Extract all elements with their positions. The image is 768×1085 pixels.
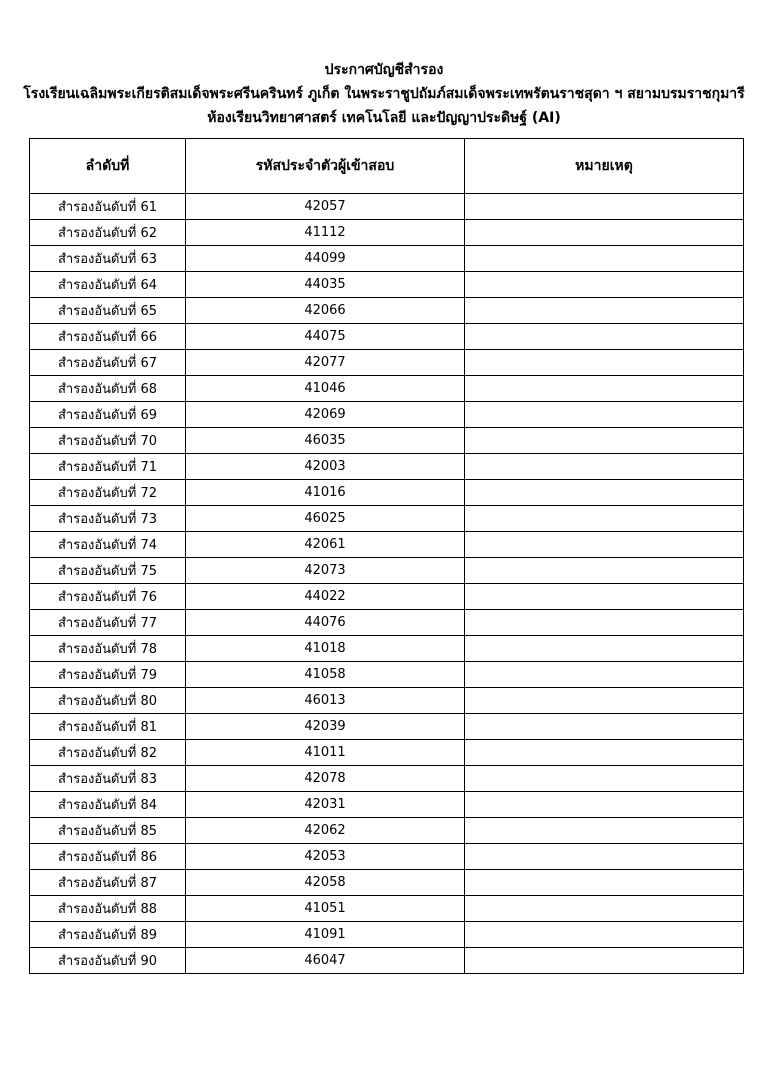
table-header: [30, 139, 744, 194]
cell-rank: สำรองอันดับที่ 80: [30, 688, 186, 714]
cell-rank: สำรองอันดับที่ 79: [30, 662, 186, 688]
cell-rank: สำรองอันดับที่ 76: [30, 584, 186, 610]
cell-exam-code: 42073: [186, 558, 465, 584]
cell-note: [465, 896, 744, 922]
cell-rank: สำรองอันดับที่ 87: [30, 870, 186, 896]
cell-note: [465, 922, 744, 948]
cell-note: [465, 610, 744, 636]
table-row: [30, 272, 744, 298]
cell-exam-code: 44035: [186, 272, 465, 298]
cell-rank: สำรองอันดับที่ 73: [30, 506, 186, 532]
cell-exam-code: 44075: [186, 324, 465, 350]
cell-exam-code: 41016: [186, 480, 465, 506]
cell-rank: สำรองอันดับที่ 70: [30, 428, 186, 454]
cell-exam-code: 42039: [186, 714, 465, 740]
cell-rank: สำรองอันดับที่ 66: [30, 324, 186, 350]
cell-note: [465, 636, 744, 662]
cell-rank: สำรองอันดับที่ 84: [30, 792, 186, 818]
table-row: [30, 870, 744, 896]
cell-note: [465, 948, 744, 974]
cell-exam-code: 42062: [186, 818, 465, 844]
cell-exam-code: 46047: [186, 948, 465, 974]
table-row: [30, 714, 744, 740]
cell-exam-code: 44022: [186, 584, 465, 610]
cell-rank: สำรองอันดับที่ 61: [30, 194, 186, 220]
cell-note: [465, 376, 744, 402]
header-exam-code: รหัสประจำตัวผู้เข้าสอบ: [186, 139, 465, 194]
cell-rank: สำรองอันดับที่ 72: [30, 480, 186, 506]
cell-exam-code: 46035: [186, 428, 465, 454]
cell-exam-code: 46025: [186, 506, 465, 532]
table-row: [30, 246, 744, 272]
header-note: หมายเหตุ: [465, 139, 744, 194]
cell-note: [465, 532, 744, 558]
cell-exam-code: 42003: [186, 454, 465, 480]
table-row: [30, 402, 744, 428]
cell-note: [465, 220, 744, 246]
table-row: [30, 766, 744, 792]
cell-exam-code: 42061: [186, 532, 465, 558]
cell-note: [465, 740, 744, 766]
table-row: [30, 740, 744, 766]
table-row: [30, 350, 744, 376]
cell-rank: สำรองอันดับที่ 83: [30, 766, 186, 792]
cell-exam-code: 42057: [186, 194, 465, 220]
table-row: [30, 454, 744, 480]
cell-note: [465, 662, 744, 688]
cell-exam-code: 41046: [186, 376, 465, 402]
cell-exam-code: 44076: [186, 610, 465, 636]
cell-rank: สำรองอันดับที่ 82: [30, 740, 186, 766]
table-row: [30, 480, 744, 506]
cell-note: [465, 766, 744, 792]
program-name: ห้องเรียนวิทยาศาสตร์ เทคโนโลยี และปัญญาประดิษฐ์ (AI): [207, 110, 561, 126]
header-row: [30, 139, 744, 194]
cell-rank: สำรองอันดับที่ 68: [30, 376, 186, 402]
cell-rank: สำรองอันดับที่ 65: [30, 298, 186, 324]
cell-note: [465, 506, 744, 532]
cell-exam-code: 42077: [186, 350, 465, 376]
document-header: [0, 58, 768, 130]
cell-rank: สำรองอันดับที่ 81: [30, 714, 186, 740]
cell-note: [465, 350, 744, 376]
cell-rank: สำรองอันดับที่ 74: [30, 532, 186, 558]
cell-rank: สำรองอันดับที่ 77: [30, 610, 186, 636]
cell-note: [465, 844, 744, 870]
cell-exam-code: 42058: [186, 870, 465, 896]
reserve-list-table: [29, 138, 744, 974]
table-row: [30, 220, 744, 246]
cell-note: [465, 584, 744, 610]
cell-exam-code: 42053: [186, 844, 465, 870]
cell-rank: สำรองอันดับที่ 64: [30, 272, 186, 298]
cell-exam-code: 42066: [186, 298, 465, 324]
table-row: [30, 610, 744, 636]
cell-rank: สำรองอันดับที่ 86: [30, 844, 186, 870]
table-body: [30, 194, 744, 974]
table-row: [30, 688, 744, 714]
cell-rank: สำรองอันดับที่ 62: [30, 220, 186, 246]
table-row: [30, 532, 744, 558]
cell-note: [465, 714, 744, 740]
cell-rank: สำรองอันดับที่ 89: [30, 922, 186, 948]
cell-exam-code: 41011: [186, 740, 465, 766]
table-row: [30, 584, 744, 610]
table-row: [30, 428, 744, 454]
table-row: [30, 636, 744, 662]
cell-exam-code: 41058: [186, 662, 465, 688]
cell-note: [465, 324, 744, 350]
cell-note: [465, 298, 744, 324]
table-row: [30, 844, 744, 870]
cell-rank: สำรองอันดับที่ 69: [30, 402, 186, 428]
cell-rank: สำรองอันดับที่ 67: [30, 350, 186, 376]
cell-note: [465, 870, 744, 896]
table-row: [30, 506, 744, 532]
cell-note: [465, 272, 744, 298]
cell-note: [465, 480, 744, 506]
cell-note: [465, 402, 744, 428]
cell-exam-code: 41112: [186, 220, 465, 246]
cell-rank: สำรองอันดับที่ 90: [30, 948, 186, 974]
cell-note: [465, 246, 744, 272]
cell-rank: สำรองอันดับที่ 71: [30, 454, 186, 480]
cell-rank: สำรองอันดับที่ 75: [30, 558, 186, 584]
cell-note: [465, 688, 744, 714]
cell-exam-code: 41091: [186, 922, 465, 948]
cell-note: [465, 428, 744, 454]
table-row: [30, 324, 744, 350]
cell-rank: สำรองอันดับที่ 78: [30, 636, 186, 662]
cell-exam-code: 41051: [186, 896, 465, 922]
table-row: [30, 792, 744, 818]
cell-exam-code: 42069: [186, 402, 465, 428]
table-row: [30, 818, 744, 844]
table-row: [30, 194, 744, 220]
table-row: [30, 376, 744, 402]
table-row: [30, 948, 744, 974]
table-row: [30, 558, 744, 584]
table-row: [30, 922, 744, 948]
cell-note: [465, 194, 744, 220]
table-row: [30, 662, 744, 688]
cell-exam-code: 46013: [186, 688, 465, 714]
school-name: โรงเรียนเฉลิมพระเกียรติสมเด็จพระศรีนครินทร์ ภูเก็ต ในพระราชูปถัมภ์สมเด็จพระเทพรัตนราชสุดา ฯ สยามบรมราชกุมารี: [23, 86, 745, 102]
cell-note: [465, 792, 744, 818]
cell-exam-code: 42031: [186, 792, 465, 818]
cell-rank: สำรองอันดับที่ 63: [30, 246, 186, 272]
table-row: [30, 298, 744, 324]
cell-exam-code: 42078: [186, 766, 465, 792]
header-rank: ลำดับที่: [30, 139, 186, 194]
cell-exam-code: 41018: [186, 636, 465, 662]
cell-rank: สำรองอันดับที่ 88: [30, 896, 186, 922]
document-title: ประกาศบัญชีสำรอง: [324, 62, 444, 78]
cell-exam-code: 44099: [186, 246, 465, 272]
table-row: [30, 896, 744, 922]
cell-note: [465, 454, 744, 480]
cell-note: [465, 558, 744, 584]
cell-rank: สำรองอันดับที่ 85: [30, 818, 186, 844]
cell-note: [465, 818, 744, 844]
